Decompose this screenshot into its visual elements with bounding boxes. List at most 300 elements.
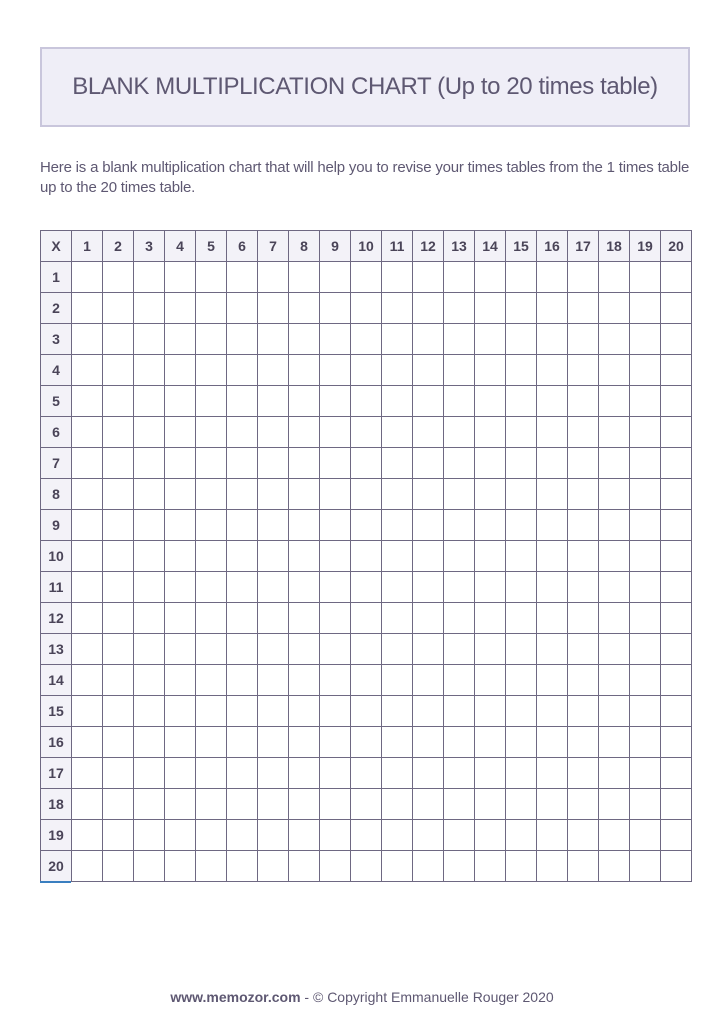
blank-cell[interactable] [72,355,103,386]
blank-cell[interactable] [599,262,630,293]
blank-cell[interactable] [258,851,289,882]
blank-cell[interactable] [661,479,692,510]
blank-cell[interactable] [258,789,289,820]
blank-cell[interactable] [289,479,320,510]
blank-cell[interactable] [103,386,134,417]
blank-cell[interactable] [351,696,382,727]
blank-cell[interactable] [196,293,227,324]
blank-cell[interactable] [289,293,320,324]
blank-cell[interactable] [413,324,444,355]
blank-cell[interactable] [72,541,103,572]
blank-cell[interactable] [599,510,630,541]
blank-cell[interactable] [320,789,351,820]
blank-cell[interactable] [258,324,289,355]
blank-cell[interactable] [506,696,537,727]
blank-cell[interactable] [444,820,475,851]
blank-cell[interactable] [444,448,475,479]
blank-cell[interactable] [227,820,258,851]
blank-cell[interactable] [289,355,320,386]
blank-cell[interactable] [661,727,692,758]
blank-cell[interactable] [630,634,661,665]
blank-cell[interactable] [630,510,661,541]
blank-cell[interactable] [568,386,599,417]
blank-cell[interactable] [506,541,537,572]
blank-cell[interactable] [599,634,630,665]
blank-cell[interactable] [72,603,103,634]
blank-cell[interactable] [537,603,568,634]
blank-cell[interactable] [661,510,692,541]
blank-cell[interactable] [568,510,599,541]
blank-cell[interactable] [258,448,289,479]
blank-cell[interactable] [475,386,506,417]
blank-cell[interactable] [537,386,568,417]
blank-cell[interactable] [444,417,475,448]
blank-cell[interactable] [599,789,630,820]
blank-cell[interactable] [382,479,413,510]
blank-cell[interactable] [165,789,196,820]
blank-cell[interactable] [165,696,196,727]
blank-cell[interactable] [103,634,134,665]
blank-cell[interactable] [196,262,227,293]
blank-cell[interactable] [196,727,227,758]
blank-cell[interactable] [568,448,599,479]
blank-cell[interactable] [630,541,661,572]
blank-cell[interactable] [165,820,196,851]
blank-cell[interactable] [475,448,506,479]
blank-cell[interactable] [444,541,475,572]
blank-cell[interactable] [475,355,506,386]
blank-cell[interactable] [320,603,351,634]
blank-cell[interactable] [103,355,134,386]
blank-cell[interactable] [537,820,568,851]
blank-cell[interactable] [165,386,196,417]
blank-cell[interactable] [289,262,320,293]
blank-cell[interactable] [382,386,413,417]
blank-cell[interactable] [444,665,475,696]
blank-cell[interactable] [134,727,165,758]
blank-cell[interactable] [134,572,165,603]
blank-cell[interactable] [537,727,568,758]
blank-cell[interactable] [413,572,444,603]
blank-cell[interactable] [444,696,475,727]
blank-cell[interactable] [630,572,661,603]
blank-cell[interactable] [134,417,165,448]
blank-cell[interactable] [475,727,506,758]
blank-cell[interactable] [103,696,134,727]
blank-cell[interactable] [537,479,568,510]
blank-cell[interactable] [72,262,103,293]
blank-cell[interactable] [320,355,351,386]
blank-cell[interactable] [351,293,382,324]
blank-cell[interactable] [196,510,227,541]
blank-cell[interactable] [320,510,351,541]
blank-cell[interactable] [103,324,134,355]
blank-cell[interactable] [351,417,382,448]
blank-cell[interactable] [258,262,289,293]
blank-cell[interactable] [568,634,599,665]
blank-cell[interactable] [630,293,661,324]
blank-cell[interactable] [568,727,599,758]
blank-cell[interactable] [506,324,537,355]
blank-cell[interactable] [351,851,382,882]
blank-cell[interactable] [351,634,382,665]
blank-cell[interactable] [165,448,196,479]
blank-cell[interactable] [444,758,475,789]
blank-cell[interactable] [413,820,444,851]
blank-cell[interactable] [413,510,444,541]
blank-cell[interactable] [537,510,568,541]
blank-cell[interactable] [475,758,506,789]
blank-cell[interactable] [289,696,320,727]
blank-cell[interactable] [506,851,537,882]
blank-cell[interactable] [506,820,537,851]
blank-cell[interactable] [661,324,692,355]
blank-cell[interactable] [413,789,444,820]
blank-cell[interactable] [599,603,630,634]
blank-cell[interactable] [72,386,103,417]
blank-cell[interactable] [351,355,382,386]
blank-cell[interactable] [196,541,227,572]
blank-cell[interactable] [444,386,475,417]
blank-cell[interactable] [134,758,165,789]
blank-cell[interactable] [630,417,661,448]
blank-cell[interactable] [320,417,351,448]
blank-cell[interactable] [568,541,599,572]
blank-cell[interactable] [103,572,134,603]
blank-cell[interactable] [444,324,475,355]
blank-cell[interactable] [134,851,165,882]
blank-cell[interactable] [382,262,413,293]
blank-cell[interactable] [103,665,134,696]
blank-cell[interactable] [134,479,165,510]
blank-cell[interactable] [258,417,289,448]
blank-cell[interactable] [382,541,413,572]
blank-cell[interactable] [134,789,165,820]
blank-cell[interactable] [599,541,630,572]
blank-cell[interactable] [475,665,506,696]
blank-cell[interactable] [599,479,630,510]
blank-cell[interactable] [475,541,506,572]
blank-cell[interactable] [661,355,692,386]
blank-cell[interactable] [351,665,382,696]
blank-cell[interactable] [475,572,506,603]
blank-cell[interactable] [661,634,692,665]
blank-cell[interactable] [537,634,568,665]
blank-cell[interactable] [475,510,506,541]
blank-cell[interactable] [103,479,134,510]
blank-cell[interactable] [320,541,351,572]
blank-cell[interactable] [630,820,661,851]
blank-cell[interactable] [103,262,134,293]
blank-cell[interactable] [289,386,320,417]
blank-cell[interactable] [165,572,196,603]
blank-cell[interactable] [630,355,661,386]
blank-cell[interactable] [475,696,506,727]
blank-cell[interactable] [227,603,258,634]
blank-cell[interactable] [320,293,351,324]
blank-cell[interactable] [165,603,196,634]
blank-cell[interactable] [72,665,103,696]
blank-cell[interactable] [413,696,444,727]
blank-cell[interactable] [72,820,103,851]
blank-cell[interactable] [413,262,444,293]
blank-cell[interactable] [134,541,165,572]
blank-cell[interactable] [351,262,382,293]
blank-cell[interactable] [599,696,630,727]
blank-cell[interactable] [568,789,599,820]
blank-cell[interactable] [506,448,537,479]
blank-cell[interactable] [227,851,258,882]
blank-cell[interactable] [289,727,320,758]
blank-cell[interactable] [134,386,165,417]
blank-cell[interactable] [413,603,444,634]
blank-cell[interactable] [227,727,258,758]
blank-cell[interactable] [568,572,599,603]
blank-cell[interactable] [258,386,289,417]
blank-cell[interactable] [289,665,320,696]
blank-cell[interactable] [320,479,351,510]
blank-cell[interactable] [599,727,630,758]
blank-cell[interactable] [475,293,506,324]
blank-cell[interactable] [227,665,258,696]
blank-cell[interactable] [537,789,568,820]
blank-cell[interactable] [661,758,692,789]
blank-cell[interactable] [72,851,103,882]
blank-cell[interactable] [351,789,382,820]
blank-cell[interactable] [227,293,258,324]
blank-cell[interactable] [382,324,413,355]
blank-cell[interactable] [289,820,320,851]
blank-cell[interactable] [537,851,568,882]
blank-cell[interactable] [413,417,444,448]
blank-cell[interactable] [599,448,630,479]
blank-cell[interactable] [165,634,196,665]
blank-cell[interactable] [320,324,351,355]
blank-cell[interactable] [661,603,692,634]
blank-cell[interactable] [661,448,692,479]
blank-cell[interactable] [165,417,196,448]
blank-cell[interactable] [196,696,227,727]
blank-cell[interactable] [661,696,692,727]
blank-cell[interactable] [351,324,382,355]
blank-cell[interactable] [568,262,599,293]
blank-cell[interactable] [258,479,289,510]
blank-cell[interactable] [413,355,444,386]
blank-cell[interactable] [134,820,165,851]
blank-cell[interactable] [599,572,630,603]
blank-cell[interactable] [196,665,227,696]
blank-cell[interactable] [537,417,568,448]
blank-cell[interactable] [413,727,444,758]
blank-cell[interactable] [227,417,258,448]
blank-cell[interactable] [165,355,196,386]
blank-cell[interactable] [661,386,692,417]
blank-cell[interactable] [196,603,227,634]
blank-cell[interactable] [196,355,227,386]
blank-cell[interactable] [258,293,289,324]
blank-cell[interactable] [506,417,537,448]
blank-cell[interactable] [134,696,165,727]
blank-cell[interactable] [103,293,134,324]
blank-cell[interactable] [444,727,475,758]
blank-cell[interactable] [413,386,444,417]
blank-cell[interactable] [661,851,692,882]
blank-cell[interactable] [134,324,165,355]
blank-cell[interactable] [475,479,506,510]
blank-cell[interactable] [444,603,475,634]
blank-cell[interactable] [165,758,196,789]
blank-cell[interactable] [537,355,568,386]
blank-cell[interactable] [444,355,475,386]
blank-cell[interactable] [134,262,165,293]
blank-cell[interactable] [227,634,258,665]
blank-cell[interactable] [227,696,258,727]
blank-cell[interactable] [289,758,320,789]
blank-cell[interactable] [227,386,258,417]
blank-cell[interactable] [444,634,475,665]
blank-cell[interactable] [382,789,413,820]
blank-cell[interactable] [506,634,537,665]
blank-cell[interactable] [227,479,258,510]
blank-cell[interactable] [165,541,196,572]
blank-cell[interactable] [382,417,413,448]
blank-cell[interactable] [289,851,320,882]
blank-cell[interactable] [196,634,227,665]
blank-cell[interactable] [568,696,599,727]
blank-cell[interactable] [413,479,444,510]
blank-cell[interactable] [289,510,320,541]
blank-cell[interactable] [630,851,661,882]
blank-cell[interactable] [506,727,537,758]
blank-cell[interactable] [599,820,630,851]
blank-cell[interactable] [444,293,475,324]
blank-cell[interactable] [413,851,444,882]
blank-cell[interactable] [506,603,537,634]
blank-cell[interactable] [103,541,134,572]
blank-cell[interactable] [661,572,692,603]
blank-cell[interactable] [320,696,351,727]
blank-cell[interactable] [196,758,227,789]
blank-cell[interactable] [630,727,661,758]
blank-cell[interactable] [320,665,351,696]
blank-cell[interactable] [320,572,351,603]
blank-cell[interactable] [103,603,134,634]
blank-cell[interactable] [258,696,289,727]
blank-cell[interactable] [413,634,444,665]
blank-cell[interactable] [413,758,444,789]
blank-cell[interactable] [320,758,351,789]
blank-cell[interactable] [413,665,444,696]
blank-cell[interactable] [289,541,320,572]
blank-cell[interactable] [568,293,599,324]
blank-cell[interactable] [351,448,382,479]
blank-cell[interactable] [630,758,661,789]
blank-cell[interactable] [568,665,599,696]
blank-cell[interactable] [506,665,537,696]
blank-cell[interactable] [382,634,413,665]
blank-cell[interactable] [444,851,475,882]
blank-cell[interactable] [320,727,351,758]
blank-cell[interactable] [72,448,103,479]
blank-cell[interactable] [134,510,165,541]
blank-cell[interactable] [506,758,537,789]
blank-cell[interactable] [72,727,103,758]
blank-cell[interactable] [568,355,599,386]
blank-cell[interactable] [351,758,382,789]
blank-cell[interactable] [289,572,320,603]
blank-cell[interactable] [165,479,196,510]
blank-cell[interactable] [568,851,599,882]
blank-cell[interactable] [444,262,475,293]
blank-cell[interactable] [72,789,103,820]
blank-cell[interactable] [72,324,103,355]
blank-cell[interactable] [475,851,506,882]
blank-cell[interactable] [196,789,227,820]
blank-cell[interactable] [351,603,382,634]
blank-cell[interactable] [537,572,568,603]
blank-cell[interactable] [475,603,506,634]
blank-cell[interactable] [258,355,289,386]
blank-cell[interactable] [258,758,289,789]
blank-cell[interactable] [630,603,661,634]
blank-cell[interactable] [103,417,134,448]
blank-cell[interactable] [444,510,475,541]
blank-cell[interactable] [599,386,630,417]
blank-cell[interactable] [258,603,289,634]
blank-cell[interactable] [506,479,537,510]
blank-cell[interactable] [475,634,506,665]
blank-cell[interactable] [320,820,351,851]
blank-cell[interactable] [103,448,134,479]
blank-cell[interactable] [289,324,320,355]
blank-cell[interactable] [103,789,134,820]
blank-cell[interactable] [537,262,568,293]
blank-cell[interactable] [568,417,599,448]
blank-cell[interactable] [568,820,599,851]
blank-cell[interactable] [258,572,289,603]
blank-cell[interactable] [134,293,165,324]
blank-cell[interactable] [599,324,630,355]
blank-cell[interactable] [537,448,568,479]
blank-cell[interactable] [506,262,537,293]
blank-cell[interactable] [351,479,382,510]
blank-cell[interactable] [227,324,258,355]
blank-cell[interactable] [289,603,320,634]
blank-cell[interactable] [134,634,165,665]
blank-cell[interactable] [568,758,599,789]
blank-cell[interactable] [196,572,227,603]
blank-cell[interactable] [196,386,227,417]
blank-cell[interactable] [537,293,568,324]
blank-cell[interactable] [258,510,289,541]
blank-cell[interactable] [258,634,289,665]
blank-cell[interactable] [475,789,506,820]
blank-cell[interactable] [630,696,661,727]
blank-cell[interactable] [196,479,227,510]
blank-cell[interactable] [351,541,382,572]
blank-cell[interactable] [382,603,413,634]
blank-cell[interactable] [165,293,196,324]
blank-cell[interactable] [382,820,413,851]
blank-cell[interactable] [320,386,351,417]
blank-cell[interactable] [72,572,103,603]
blank-cell[interactable] [103,727,134,758]
blank-cell[interactable] [661,262,692,293]
blank-cell[interactable] [630,665,661,696]
blank-cell[interactable] [630,386,661,417]
blank-cell[interactable] [599,758,630,789]
blank-cell[interactable] [382,851,413,882]
